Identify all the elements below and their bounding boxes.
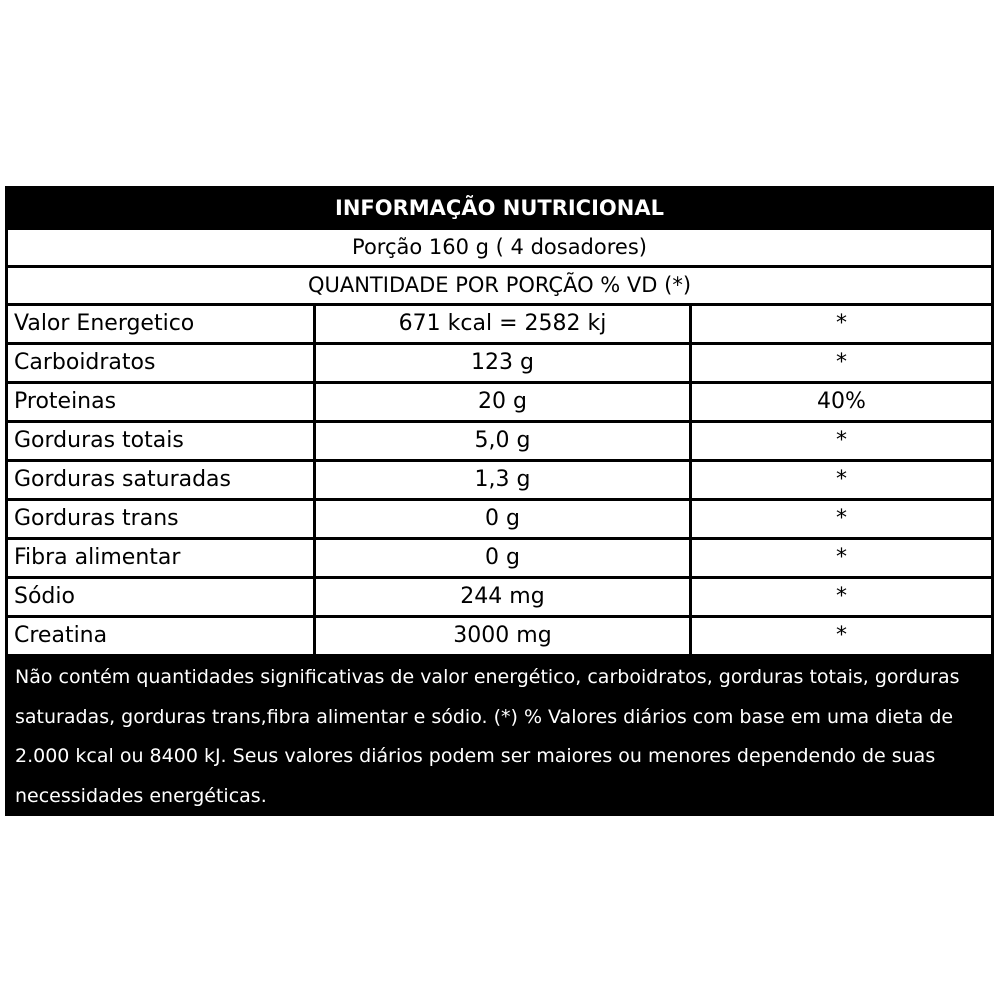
table-title: INFORMAÇÃO NUTRICIONAL (335, 196, 664, 220)
nutrient-daily-value: * (692, 423, 991, 459)
nutrient-daily-value: * (692, 579, 991, 615)
quantity-per-portion-header: QUANTIDADE POR PORÇÃO % VD (*) (8, 268, 991, 303)
nutrient-amount: 0 g (316, 501, 689, 537)
nutrient-name: Creatina (8, 618, 313, 654)
nutrient-name: Sódio (8, 579, 313, 615)
nutrient-daily-value: 40% (692, 384, 991, 420)
nutrient-name: Gorduras totais (8, 423, 313, 459)
nutrient-amount: 5,0 g (316, 423, 689, 459)
nutrient-daily-value: * (692, 540, 991, 576)
table-row (8, 540, 991, 576)
nutrient-amount: 123 g (316, 345, 689, 381)
footnote: Não contém quantidades significativas de valor energético, carboidratos, gorduras totais, gorduras saturadas, gorduras trans,fibra alimentar e sódio. (*) % Valores diários com base em uma dieta de 2.000 kcal ou 8400 kJ. Seus valores diários podem ser maiores ou menores dependendo de suas necessidades energéticas. (15, 666, 960, 807)
table-row (8, 618, 991, 654)
nutrient-amount: 0 g (316, 540, 689, 576)
nutrient-daily-value: * (692, 618, 991, 654)
nutrient-amount: 244 mg (316, 579, 689, 615)
nutrient-name: Gorduras saturadas (8, 462, 313, 498)
nutrient-amount: 671 kcal = 2582 kj (316, 306, 689, 342)
table-row (8, 501, 991, 537)
nutrient-daily-value: * (692, 345, 991, 381)
table-row (8, 423, 991, 459)
nutrient-daily-value: * (692, 462, 991, 498)
nutrition-facts-table (5, 186, 994, 816)
nutrient-daily-value: * (692, 501, 991, 537)
portion-size: Porção 160 g ( 4 dosadores) (8, 230, 991, 265)
nutrient-amount: 3000 mg (316, 618, 689, 654)
nutrient-daily-value: * (692, 306, 991, 342)
nutrient-name: Proteinas (8, 384, 313, 420)
nutrient-name: Fibra alimentar (8, 540, 313, 576)
nutrient-name: Valor Energetico (8, 306, 313, 342)
table-row (8, 384, 991, 420)
nutrient-amount: 20 g (316, 384, 689, 420)
table-row (8, 579, 991, 615)
table-row (8, 306, 991, 342)
nutrient-name: Carboidratos (8, 345, 313, 381)
table-row (8, 462, 991, 498)
nutrient-amount: 1,3 g (316, 462, 689, 498)
nutrient-name: Gorduras trans (8, 501, 313, 537)
table-row (8, 345, 991, 381)
